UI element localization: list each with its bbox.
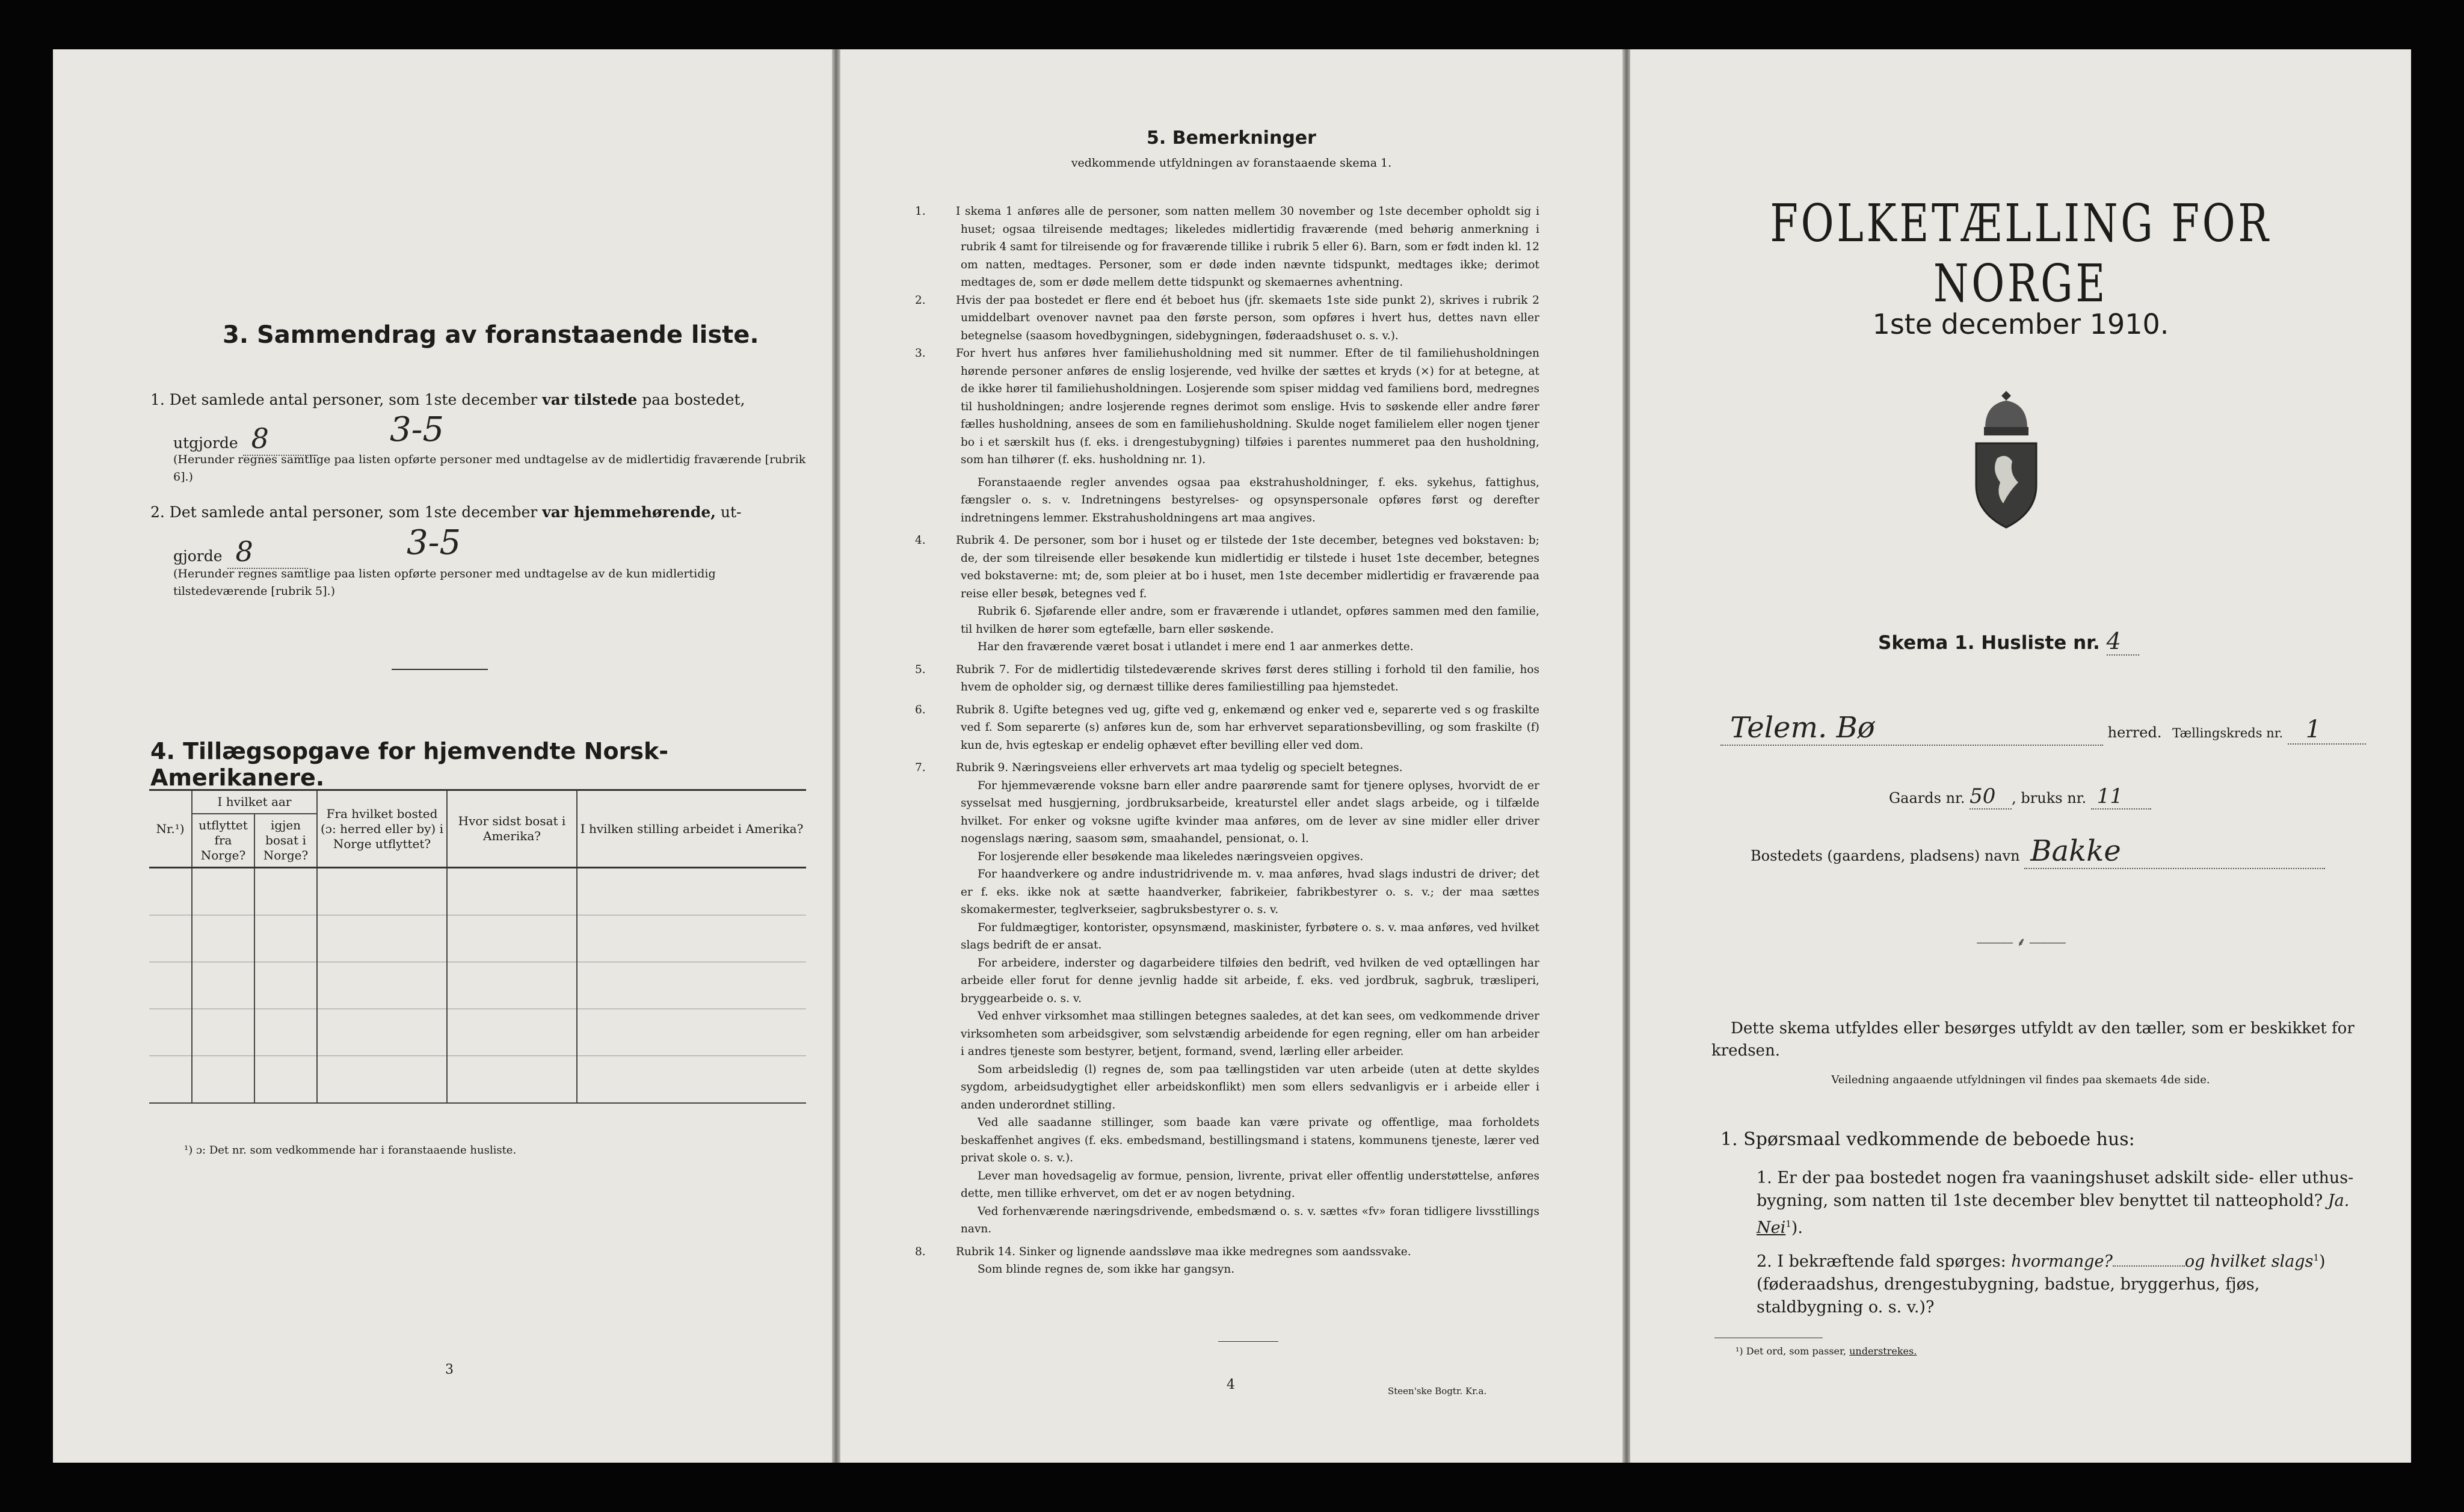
remark-item [915, 661, 1539, 696]
instruction-small: Veiledning angaaende utfyldningen vil findes paa skemaets 4de side. [1831, 1074, 2210, 1086]
page-fold [1622, 49, 1631, 1463]
q1-utgjorde: utgjorde 8 [173, 422, 318, 456]
remark-text: Rubrik 8. Ugifte betegnes ved ug, gifte ved g, enkemænd og enker ved e, separerte ved s og fraskilte ved f. Som separerte (s) anføres kun de, som har erhvervet separationsbevilling, og som fraskilte (f) kun de, hvis egteskap er endelig ophævet efter bevilling eller ved dom. [956, 703, 1539, 752]
ornament-divider: ⎯⎯⎯⎯⎯⎯ ⸙ ⎯⎯⎯⎯⎯⎯ [1977, 935, 2066, 949]
col-occupation: I hvilken stilling arbeidet i Amerika? [577, 790, 806, 868]
skema-line: Skema 1. Husliste nr. 4 [1878, 628, 2139, 656]
q1-note: (Herunder regnes samtlige paa listen opførte personer med undtagelse av de midlertidig fraværende [rubrik 6].) [173, 453, 806, 484]
remark-text: Ved alle saadanne stillinger, som baade kan være private og offentlige, maa forholdets beskaffenhet angives (f. eks. embedsmand, bestillingsmand i statens, kommunens tjeneste, lærer ved privat skole o. s. v.). [961, 1116, 1539, 1164]
remark-text: Har den fraværende været bosat i utlandet i mere end 1 aar anmerkes dette. [978, 641, 1414, 653]
remark-item [938, 1203, 1539, 1238]
remark-text: For hjemmeværende voksne barn eller andre paarørende samt for tjenere oplyses, hvorvidt de er sysselsat med husgjerning, jordbruksarbeide, kreaturstel eller andet slags arbeide, og i tilfælde hvilket. For enker og voksne ugifte kvinder maa anføres, om de lever av sine midler eller driver nogenslags næring, saasom søm, smaahandel, pensionat, o. l. [961, 779, 1539, 845]
remark-item [938, 1114, 1539, 1167]
q1-value: 8 [243, 422, 318, 456]
remark-text: Ved forhenværende næringsdrivende, embedsmænd o. s. v. sættes «fv» foran tidligere livsstillings navn. [961, 1205, 1539, 1235]
remark-text: For arbeidere, inderster og dagarbeidere tilføies den bedrift, ved hvilken de ved optællingen har arbeide eller forut for denne jevnlig hadde sit arbeide, f. eks. ved jordbruk, sagbruk, træsliperi, bryggearbeide o. s. v. [961, 956, 1539, 1005]
remark-number: 5. [915, 663, 926, 676]
remark-item [938, 919, 1539, 954]
gaards-line: Gaards nr. 50 , bruks nr. 11 [1889, 784, 2151, 810]
divider [392, 669, 488, 670]
remarks-list [915, 203, 1539, 1279]
remark-number: 2. [915, 293, 926, 307]
remark-text: Foranstaaende regler anvendes ogsaa paa ekstrahusholdninger, f. eks. sykehus, fattighus, fængsler o. s. v. Indretningens bestyrelses- og opsynspersonale opføres først og derefter indretningens lemmer. Ekstrahusholdningens art maa angives. [961, 476, 1539, 524]
remark-text: Hvis der paa bostedet er flere end ét beboet hus (jfr. skemaets 1ste side punkt 2), skrives i rubrik 2 umiddelbart ovenover navnet paa den første person, som opføres i hvert hus, dettes navn eller betegnelse (saasom hovedbygningen, sidebygningen, føderaadshuset o. s. v.). [956, 293, 1539, 342]
page-fold [832, 49, 840, 1463]
remark-item [915, 532, 1539, 603]
remark-item [938, 848, 1539, 866]
remark-item [915, 292, 1539, 345]
remark-item [938, 954, 1539, 1008]
remark-number: 3. [915, 347, 926, 360]
husliste-number: 4 [2107, 628, 2139, 656]
col-year-group: I hvilket aar [192, 790, 317, 814]
remark-number: 1. [915, 205, 926, 218]
col-from-place: Fra hvilket bosted (ɔ: herred eller by) i Norge utflyttet? [317, 790, 447, 868]
remark-text: Rubrik 9. Næringsveiens eller erhvervets art maa tydelig og specielt betegnes. [956, 761, 1403, 774]
remark-item [915, 203, 1539, 292]
remark-item [938, 777, 1539, 848]
remark-number: 6. [915, 703, 926, 716]
remark-item [938, 603, 1539, 638]
census-title: FOLKETÆLLING FOR NORGE [1770, 194, 2272, 314]
printer-mark: Steen'ske Bogtr. Kr.a. [1388, 1386, 1487, 1397]
remark-text: Rubrik 14. Sinker og lignende aandssløve maa ikke medregnes som aandssvake. [956, 1245, 1411, 1258]
section-heading: 1. Spørsmaal vedkommende de beboede hus: [1720, 1129, 2135, 1150]
norwegian-american-table [149, 789, 806, 1104]
page-number-4: 4 [1227, 1377, 1235, 1392]
remark-item [938, 1261, 1539, 1279]
table-row [149, 1056, 806, 1104]
table-row [149, 915, 806, 962]
q1-annotation: 3-5 [390, 410, 445, 449]
col-last-america: Hvor sidst bosat i Amerika? [447, 790, 577, 868]
remark-text: Rubrik 6. Sjøfarende eller andre, som er fraværende i utlandet, opføres sammen med den familie, til hvilken de hører som egtefælle, barn eller søskende. [961, 605, 1539, 636]
question-2: 2. I bekræftende fald spørges: hvormange? og hvilket slags$^1$) (føderaadshus, drengestubygning, badstue, bryggerhus, fjøs, staldbygning o. s. v.)? [1757, 1252, 2326, 1317]
remark-item [915, 701, 1539, 755]
remark-number: 4. [915, 534, 926, 547]
q2-utgjorde: gjorde 8 [173, 535, 308, 569]
q1-line: 1. Det samlede antal personer, som 1ste december var tilstede paa bostedet, [150, 391, 745, 408]
remarks-heading: 5. Bemerkninger [1147, 128, 1316, 149]
remark-item [938, 1061, 1539, 1114]
q2-note: (Herunder regnes samtlige paa listen opførte personer med undtagelse av de kun midlertidig tilstedeværende [rubrik 5].) [173, 567, 716, 598]
divider [1218, 1341, 1278, 1342]
footnote: ¹) Det ord, som passer, understrekes. [1736, 1345, 1917, 1357]
herred-value: Telem. Bø [1720, 711, 2103, 746]
remark-number: 8. [915, 1245, 926, 1258]
table-row [149, 868, 806, 915]
remark-item [915, 345, 1539, 469]
remark-text: For haandverkere og andre industridrivende m. v. maa anføres, hvad slags industri de driver; det er f. eks. ikke nok at sætte haandverker, fabrikeier, fabrikbestyrer o. s. v.; der maa sættes skomakermester, teglverkseier, sagbruksbestyrer o. s. v. [961, 868, 1539, 916]
q2-value: 8 [227, 535, 308, 569]
bosted-value: Bakke [2024, 834, 2325, 869]
remark-item [915, 759, 1539, 777]
bruks-value: 11 [2091, 784, 2151, 810]
answer-nei: Nei [1757, 1219, 1786, 1237]
remark-item [938, 638, 1539, 656]
col-emigrated: utflyttet fra Norge? [192, 814, 254, 868]
remark-item [915, 1243, 1539, 1261]
remark-item [938, 1167, 1539, 1203]
instruction-text: Dette skema utfyldes eller besørges utfyldt av den tæller, som er beskikket for kredsen. [1711, 1019, 2355, 1060]
page-1 [1630, 49, 2411, 1463]
norwegian-coat-of-arms-icon [1967, 386, 2045, 530]
q2-line: 2. Det samlede antal personer, som 1ste december var hjemmehørende, ut- [150, 503, 742, 521]
remark-text: I skema 1 anføres alle de personer, som natten mellem 30 november og 1ste december opholdt sig i huset; ogsaa tilreisende medtages; likeledes midlertidig fraværende (med behørig anmerkning i rubrik 4 samt for tilreisende og for fraværende tillike i rubrik 5 eller 6). Barn, som er født inden kl. 12 om natten, medtages. Personer, som er døde inden nævnte tidspunkt, medtages ikke; derimot medtages de, som er døde mellem dette tidspunkt og skemaernes avhentning. [956, 205, 1539, 289]
remark-item [938, 865, 1539, 919]
remarks-subheading: vedkommende utfyldningen av foranstaaende skema 1. [1071, 156, 1392, 170]
norwegian-american-heading: 4. Tillægsopgave for hjemvendte Norsk-Amerikanere. [150, 738, 668, 791]
remark-text: Som arbeidsledig (l) regnes de, som paa tællingstiden var uten arbeide (uten at dette skyldes sygdom, arbeidsudygtighet eller arbeidskonflikt) men som ellers sedvanligvis er i arbeide eller i anden underordnet stilling. [961, 1063, 1539, 1111]
remark-item [938, 474, 1539, 527]
herred-line: Telem. Bø herred. Tællingskreds nr. 1 [1720, 711, 2388, 746]
col-returned: igjen bosat i Norge? [254, 814, 317, 868]
remark-text: For losjerende eller besøkende maa likeledes næringsveien opgives. [978, 850, 1364, 863]
remark-text: Rubrik 4. De personer, som bor i huset og er tilstede der 1ste december, betegnes ved bokstaven: b; de, der som tilreisende eller besøkende kun midlertidig er tilstede i huset 1ste december, betegnes ved bokstaverne: mt; de, som pleier at bo i huset, men 1ste december midlertidig er fraværende paa reise eller besøk, betegnes ved f. [956, 534, 1539, 600]
remark-item [938, 1007, 1539, 1061]
table-row [149, 962, 806, 1009]
page-3 [53, 49, 832, 1463]
q2-annotation: 3-5 [407, 523, 461, 562]
page-4 [840, 49, 1622, 1463]
remark-number: 7. [915, 761, 926, 774]
krets-value: 1 [2288, 716, 2366, 745]
gaards-value: 50 [1970, 784, 2012, 810]
remark-text: For hvert hus anføres hver familiehusholdning med sit nummer. Efter de til familiehusholdningen hørende personer anføres de enslig losjerende, ved hvilke der sættes et kryds (×) for at betegne, at de ikke hører til familiehusholdningen. Losjerende som spiser middag ved familiens bord, medregnes til husholdningen; andre losjerende regnes derimot som enslige. Hvis to søskende eller andre fører fælles husholdning, ansees de som en familiehusholdning. Skulde noget familielem eller nogen tjener bo i et særskilt hus (f. eks. i drengestubygning) tilføies i parentes nummeret paa den husholdning, som han tilhører (f. eks. husholdning nr. 1). [956, 347, 1539, 466]
col-nr: Nr.¹) [149, 790, 192, 868]
summary-heading: 3. Sammendrag av foranstaaende liste. [223, 321, 759, 349]
table-footnote: ¹) ɔ: Det nr. som vedkommende har i foranstaaende husliste. [184, 1144, 517, 1157]
remark-text: Ved enhver virksomhet maa stillingen betegnes saaledes, at det kan sees, om vedkommende driver virksomheten som arbeidsgiver, som selvstændig arbeidende for egen regning, eller om han arbeider i andres tjeneste som bestyrer, betjent, formand, svend, lærling eller arbeider. [961, 1010, 1539, 1058]
remark-text: Som blinde regnes de, som ikke har gangsyn. [978, 1263, 1235, 1276]
remark-text: For fuldmægtiger, kontorister, opsynsmænd, maskinister, fyrbøtere o. s. v. maa anføres, ved hvilket slags bedrift de er ansat. [961, 921, 1539, 951]
page-number-3: 3 [445, 1362, 454, 1377]
bosted-line: Bostedets (gaardens, pladsens) navn Bakke [1751, 834, 2325, 869]
remark-text: Rubrik 7. For de midlertidig tilstedeværende skrives først deres stilling i forhold til den familie, hos hvem de opholder sig, og dernæst tillike deres familiestilling paa hjemstedet. [956, 663, 1539, 693]
remark-text: Lever man hovedsagelig av formue, pension, livrente, privat eller offentlig understøttelse, anføres dette, men tillike erhvervet, om det er av nogen betydning. [961, 1169, 1539, 1200]
census-date: 1ste december 1910. [1872, 308, 2169, 340]
table-row [149, 1009, 806, 1056]
question-1: 1. Er der paa bostedet nogen fra vaaningshuset adskilt side- eller uthus-bygning, som natten til 1ste december blev benyttet til natteophold? Ja. Nei$^1$). [1757, 1169, 2354, 1237]
